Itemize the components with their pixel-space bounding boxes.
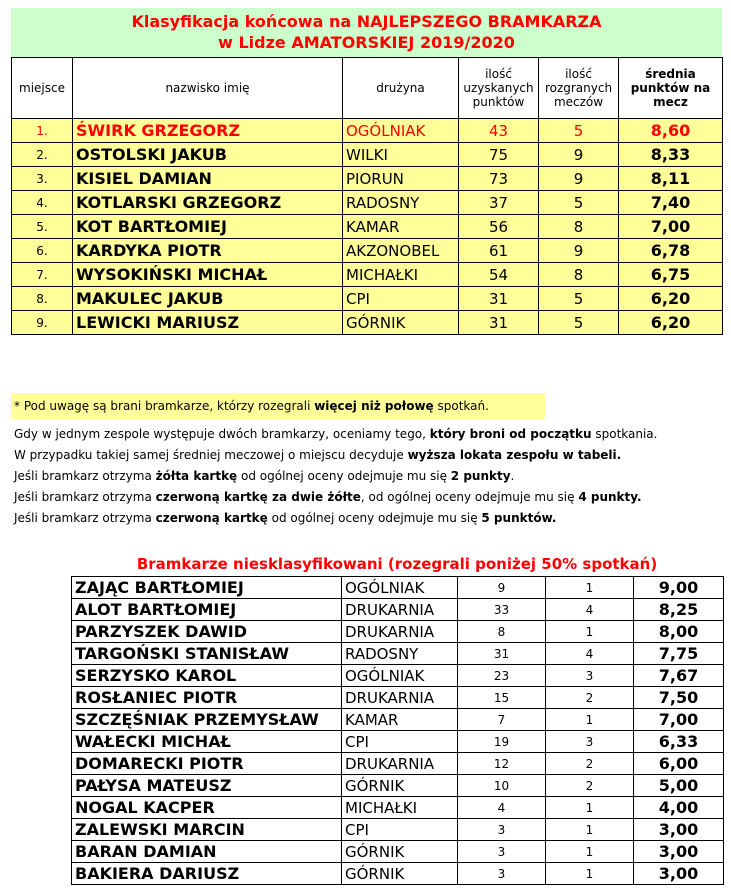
team-cell: PIORUN [343,167,459,191]
rule-text: , od ogólnej oceny odejmuje mu się [360,490,579,504]
points-cell: 19 [458,731,546,753]
rule-line [14,424,657,445]
matches-cell: 4 [546,643,634,665]
rule-text: . [510,469,515,483]
table-row [12,167,723,191]
points-cell: 12 [458,753,546,775]
average-cell: 7,00 [619,215,723,239]
name-cell: LEWICKI MARIUSZ [73,311,343,335]
average-cell: 7,67 [634,665,724,687]
points-cell: 43 [459,119,539,143]
matches-cell: 3 [546,731,634,753]
header-place: miejsce [12,58,73,119]
matches-cell: 9 [539,167,619,191]
team-cell: WILKI [343,143,459,167]
matches-cell: 5 [539,191,619,215]
rule-bold: 2 punkty [450,469,511,483]
points-cell: 56 [459,215,539,239]
place-cell: 9. [12,311,73,335]
matches-cell: 1 [546,621,634,643]
name-cell: DOMARECKI PIOTR [72,753,342,775]
rule-text: Jeśli bramkarz otrzyma [14,511,156,525]
rule-bold: żółta kartkę [155,469,238,483]
table-row [72,599,724,621]
table-row [72,687,724,709]
average-cell: 6,78 [619,239,723,263]
name-cell: ŚWIRK GRZEGORZ [73,119,343,143]
matches-cell: 5 [539,311,619,335]
average-cell: 8,11 [619,167,723,191]
team-cell: CPI [343,287,459,311]
rules-list [14,424,657,529]
average-cell: 7,50 [634,687,724,709]
average-cell: 6,33 [634,731,724,753]
header-points: ilość uzyskanych punktów [459,58,539,119]
name-cell: BAKIERA DARIUSZ [72,863,342,885]
rule-bold: czerwoną kartkę [155,511,268,525]
matches-cell: 5 [539,119,619,143]
rule-bold: 4 punkty. [578,490,642,504]
team-cell: OGÓLNIAK [342,665,458,687]
rule-text: od ogólnej oceny odejmuje mu się [267,511,482,525]
table-row [72,775,724,797]
table-row [72,819,724,841]
place-cell: 2. [12,143,73,167]
table-row [12,143,723,167]
name-cell: ZALEWSKI MARCIN [72,819,342,841]
points-cell: 23 [458,665,546,687]
rule-text: spotkania. [591,427,658,441]
place-cell: 5. [12,215,73,239]
points-cell: 3 [458,841,546,863]
name-cell: KOTLARSKI GRZEGORZ [73,191,343,215]
team-cell: OGÓLNIAK [342,577,458,599]
matches-cell: 9 [539,239,619,263]
eligibility-note: * Pod uwagę są brani bramkarze, którzy rozegrali więcej niż połowę spotkań. [11,393,545,419]
points-cell: 61 [459,239,539,263]
table-row [72,577,724,599]
name-cell: WAŁECKI MICHAŁ [72,731,342,753]
table-row [72,863,724,885]
matches-cell: 9 [539,143,619,167]
team-cell: DRUKARNIA [342,621,458,643]
team-cell: DRUKARNIA [342,599,458,621]
table-row [72,709,724,731]
team-cell: GÓRNIK [342,775,458,797]
points-cell: 31 [459,287,539,311]
name-cell: ALOT BARTŁOMIEJ [72,599,342,621]
team-cell: RADOSNY [343,191,459,215]
matches-cell: 8 [539,215,619,239]
table-row [12,191,723,215]
place-cell: 1. [12,119,73,143]
team-cell: DRUKARNIA [342,687,458,709]
team-cell: CPI [342,819,458,841]
matches-cell: 1 [546,709,634,731]
place-cell: 6. [12,239,73,263]
name-cell: TARGOŃSKI STANISŁAW [72,643,342,665]
points-cell: 3 [458,863,546,885]
rule-bold: wyższa lokata zespołu w tabeli. [407,448,622,462]
rule-bold: który broni od początku [429,427,592,441]
page-title [11,8,722,57]
matches-cell: 1 [546,863,634,885]
points-cell: 9 [458,577,546,599]
average-cell: 8,33 [619,143,723,167]
place-cell: 8. [12,287,73,311]
header-average: średnia punktów na mecz [619,58,723,119]
matches-cell: 1 [546,819,634,841]
rule-text: od ogólnej oceny odejmuje mu się [237,469,451,483]
average-cell: 7,75 [634,643,724,665]
table-row [72,643,724,665]
matches-cell: 2 [546,687,634,709]
team-cell: RADOSNY [342,643,458,665]
rule-bold: 5 punktów. [481,511,557,525]
name-cell: WYSOKIŃSKI MICHAŁ [73,263,343,287]
name-cell: KARDYKA PIOTR [73,239,343,263]
average-cell: 3,00 [634,841,724,863]
table-row [12,287,723,311]
team-cell: GÓRNIK [342,863,458,885]
table-row [72,753,724,775]
matches-cell: 3 [546,665,634,687]
points-cell: 37 [459,191,539,215]
team-cell: KAMAR [343,215,459,239]
name-cell: KOT BARTŁOMIEJ [73,215,343,239]
name-cell: SERZYSKO KAROL [72,665,342,687]
team-cell: GÓRNIK [343,311,459,335]
ranking-header-row [12,58,723,119]
average-cell: 7,40 [619,191,723,215]
table-row [12,311,723,335]
team-cell: GÓRNIK [342,841,458,863]
average-cell: 6,75 [619,263,723,287]
table-row [72,797,724,819]
table-row [72,841,724,863]
points-cell: 75 [459,143,539,167]
rule-line [14,487,657,508]
matches-cell: 4 [546,599,634,621]
name-cell: BARAN DAMIAN [72,841,342,863]
team-cell: CPI [342,731,458,753]
average-cell: 5,00 [634,775,724,797]
team-cell: MICHAŁKI [343,263,459,287]
table-row [72,621,724,643]
rule-text: W przypadku takiej samej średniej meczowej o miejscu decyduje [14,448,408,462]
matches-cell: 1 [546,841,634,863]
matches-cell: 1 [546,797,634,819]
rule-text: Jeśli bramkarz otrzyma [14,490,156,504]
points-cell: 3 [458,819,546,841]
points-cell: 7 [458,709,546,731]
name-cell: PAŁYSA MATEUSZ [72,775,342,797]
name-cell: SZCZĘŚNIAK PRZEMYSŁAW [72,709,342,731]
name-cell: PARZYSZEK DAWID [72,621,342,643]
rule-line [14,466,657,487]
average-cell: 9,00 [634,577,724,599]
average-cell: 7,00 [634,709,724,731]
team-cell: MICHAŁKI [342,797,458,819]
average-cell: 6,00 [634,753,724,775]
title-line-1: Klasyfikacja końcowa na NAJLEPSZEGO BRAMKARZA [131,12,602,31]
table-row [12,263,723,287]
matches-cell: 5 [539,287,619,311]
matches-cell: 2 [546,775,634,797]
header-name: nazwisko imię [73,58,343,119]
table-row [72,665,724,687]
place-cell: 7. [12,263,73,287]
team-cell: KAMAR [342,709,458,731]
ranking-section [11,8,722,335]
average-cell: 8,00 [634,621,724,643]
place-cell: 3. [12,167,73,191]
name-cell: MAKULEC JAKUB [73,287,343,311]
average-cell: 4,00 [634,797,724,819]
header-team: drużyna [343,58,459,119]
place-cell: 4. [12,191,73,215]
points-cell: 15 [458,687,546,709]
name-cell: OSTOLSKI JAKUB [73,143,343,167]
team-cell: OGÓLNIAK [343,119,459,143]
table-row [12,239,723,263]
rule-bold: czerwoną kartkę za dwie żółte [155,490,361,504]
name-cell: ZAJĄC BARTŁOMIEJ [72,577,342,599]
table-row [12,215,723,239]
points-cell: 54 [459,263,539,287]
average-cell: 3,00 [634,863,724,885]
rule-line [14,445,657,466]
unclassified-title: Bramkarze niesklasyfikowani (rozegrali poniżej 50% spotkań) [136,555,658,573]
name-cell: ROSŁANIEC PIOTR [72,687,342,709]
rule-line [14,508,657,529]
title-line-2: w Lidze AMATORSKIEJ 2019/2020 [218,33,515,52]
average-cell: 8,60 [619,119,723,143]
average-cell: 8,25 [634,599,724,621]
points-cell: 31 [459,311,539,335]
rule-text: Jeśli bramkarz otrzyma [14,469,156,483]
points-cell: 8 [458,621,546,643]
points-cell: 4 [458,797,546,819]
name-cell: NOGAL KACPER [72,797,342,819]
points-cell: 73 [459,167,539,191]
matches-cell: 8 [539,263,619,287]
name-cell: KISIEL DAMIAN [73,167,343,191]
rule-text: Gdy w jednym zespole występuje dwóch bramkarzy, oceniamy tego, [14,427,430,441]
team-cell: AKZONOBEL [343,239,459,263]
points-cell: 31 [458,643,546,665]
table-row [72,731,724,753]
table-row [12,119,723,143]
average-cell: 6,20 [619,311,723,335]
average-cell: 3,00 [634,819,724,841]
matches-cell: 2 [546,753,634,775]
team-cell: DRUKARNIA [342,753,458,775]
header-matches: ilość rozgranych meczów [539,58,619,119]
ranking-table [11,57,723,335]
matches-cell: 1 [546,577,634,599]
points-cell: 10 [458,775,546,797]
unclassified-table [71,576,724,885]
average-cell: 6,20 [619,287,723,311]
points-cell: 33 [458,599,546,621]
